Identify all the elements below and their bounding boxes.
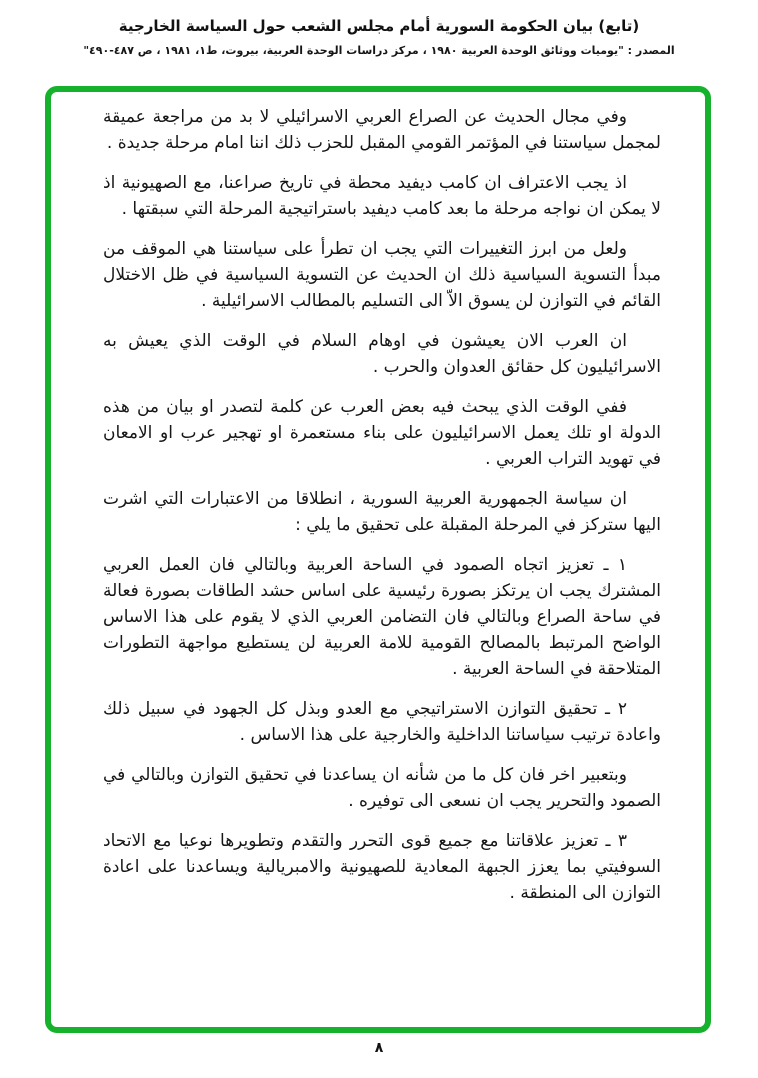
paragraph-1: وفي مجال الحديث عن الصراع العربي الاسرائيلي لا بد من مراجعة عميقة لمجمل سياستنا في المؤتمر القومي المقبل للحزب ذلك اننا امام مرحلة جديدة . [103, 107, 661, 153]
paragraph-5: ففي الوقت الذي يبحث فيه بعض العرب عن كلمة لتصدر او بيان من هذه الدولة او تلك يعمل الاسرائيليون على بناء مستعمرة او تهجير عرب او الامعان في تهويد التراب العربي . [103, 397, 661, 469]
page-title: (تابع) بيان الحكومة السورية أمام مجلس الشعب حول السياسة الخارجية [118, 17, 640, 35]
green-content-frame [45, 86, 711, 1033]
paragraph-2: اذ يجب الاعتراف ان كامب ديفيد محطة في تاريخ صراعنا، مع الصهيونية اذ لا يمكن ان نواجه مرحلة ما بعد كامب ديفيد باستراتيجية المرحلة التي سبقتها . [103, 173, 661, 219]
numbered-item-3: ٣ ـ تعزيز علاقاتنا مع جميع قوى التحرر والتقدم وتطويرها نوعيا مع الاتحاد السوفيتي بما يعزز الجبهة المعادية للصهيونية والامبريالية ويساعدنا على اعادة التوازن الى المنطقة . [103, 831, 661, 903]
source-citation: المصدر : "يوميات ووثائق الوحدة العربية ١٩٨٠ ، مركز دراسات الوحدة العربية، بيروت، ط١، ١٩٨١ ، ص ٤٨٧-٤٩٠" [83, 44, 675, 57]
paragraph-9: وبتعبير اخر فان كل ما من شأنه ان يساعدنا في تحقيق التوازن وبالتالي في الصمود والتحرير يجب ان نسعى الى توفيره . [103, 765, 661, 811]
numbered-item-2: ٢ ـ تحقيق التوازن الاستراتيجي مع العدو وبذل كل الجهود في سبيل ذلك واعادة ترتيب سياساتنا الداخلية والخارجية على هذا الاساس . [103, 699, 661, 745]
paragraph-6: ان سياسة الجمهورية العربية السورية ، انطلاقا من الاعتبارات التي اشرت اليها ستركز في المرحلة المقبلة على تحقيق ما يلي : [103, 489, 661, 535]
numbered-item-1: ١ ـ تعزيز اتجاه الصمود في الساحة العربية وبالتالي فان العمل العربي المشترك يجب ان يرتكز بصورة رئيسية على اساس حشد الطاقات بصورة فعالة في ساحة الصراع وبالتالي فان التضامن العربي الذي لا يقوم على هذا الاساس الواضح المرتبط بالمصالح القومية للامة العربية لن يستطيع مواجهة التطورات المتلاحقة في الساحة العربية . [103, 555, 661, 679]
page-number: ٨ [374, 1040, 384, 1056]
paragraph-4: ان العرب الان يعيشون في اوهام السلام في الوقت الذي يعيش به الاسرائيليون كل حقائق العدوان والحرب . [103, 331, 661, 377]
document-header [0, 0, 758, 58]
paragraph-3: ولعل من ابرز التغييرات التي يجب ان تطرأ على سياستنا هي الموقف من مبدأ التسوية السياسية ذلك ان الحديث عن التسوية السياسية في ظل الاختلال القائم في التوازن لن يسوق الاّ الى التسليم بالمطالب الاسرائيلية . [103, 239, 661, 311]
